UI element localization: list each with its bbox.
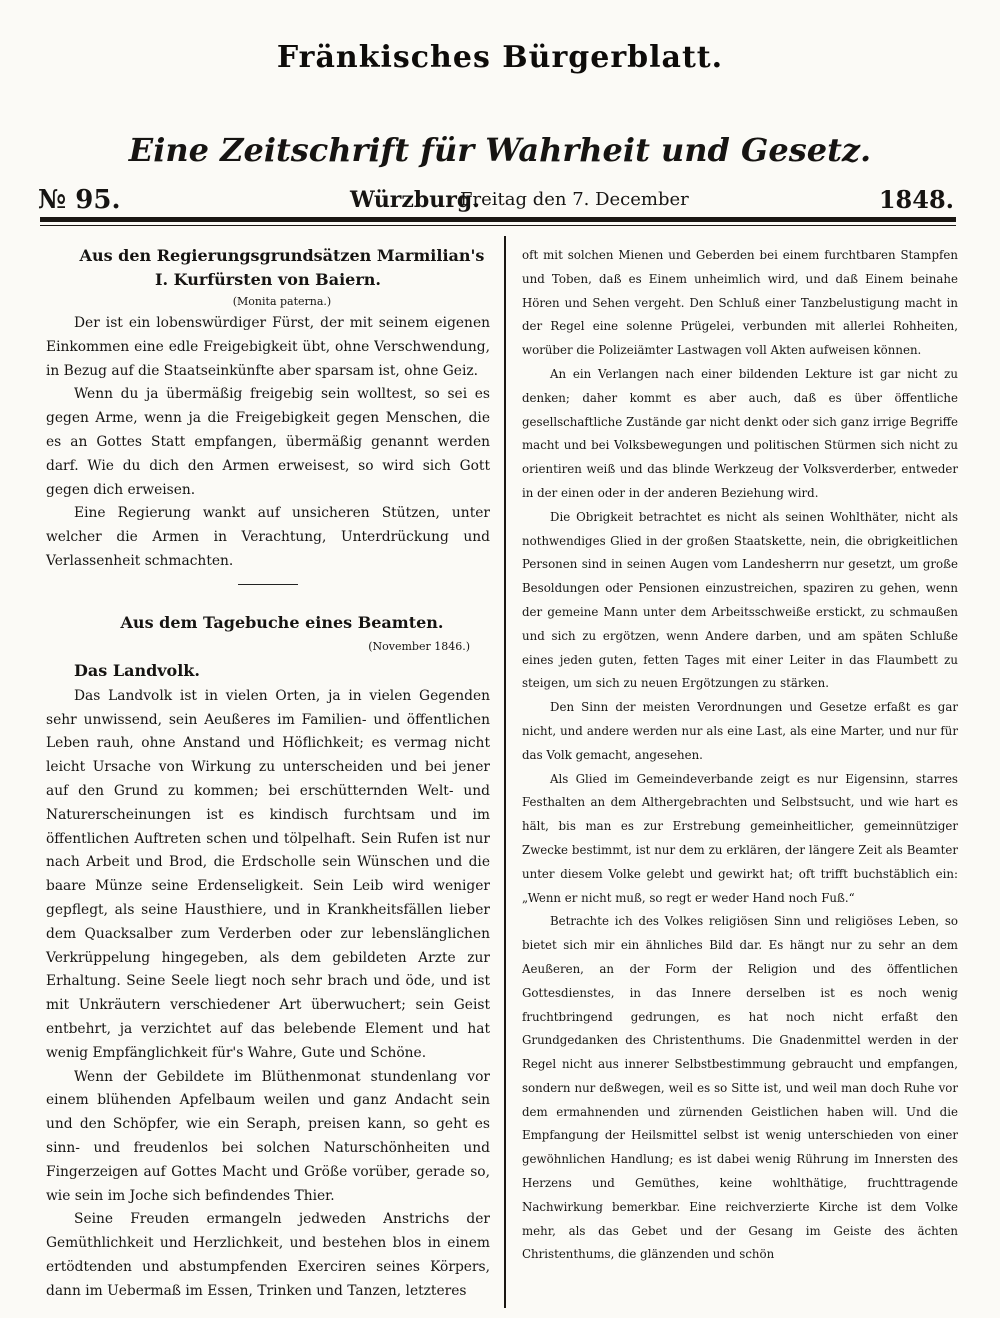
- section-subtitle: Das Landvolk.: [74, 660, 200, 680]
- paragraph: Der ist ein lobenswürdiger Fürst, der mit seinem eigenen Einkommen eine edle Freigebigkeit übt, ohne Verschwendung, in Bezug auf die Staatseinkünfte aber sparsam ist, ohne Geiz.: [46, 315, 490, 379]
- left-column: [46, 244, 490, 1303]
- issue-date: Freitag den 7. December: [460, 189, 689, 210]
- article-title: Aus den Regierungsgrundsätzen Marmilian's I. Kurfürsten von Baiern.: [79, 246, 485, 289]
- paragraph: oft mit solchen Mienen und Geberden bei einem furchtbaren Stampfen und Toben, daß es Einem unheimlich wird, und daß Einem beinahe Hören und Sehen vergeht. Den Schluß einer Tanzbelustigung macht in der Regel eine solenne Prügelei, verbunden mit allerlei Rohheiten, worüber die Polizeiämter Lastwagen voll Akten aufweisen können.: [522, 248, 958, 358]
- paragraph: Die Obrigkeit betrachtet es nicht als seinen Wohlthäter, nicht als nothwendiges Glied in der großen Staatskette, nein, die obrigkeitlichen Personen sind in seinen Augen vom Landesherrn nur gesetzt, um große Besoldungen oder Pensionen einzustreichen, spaziren zu gehen, wenn der gemeine Mann unter dem Arbeitsschweiße erstickt, zu schmaußen und sich zu ergötzen, wenn Andere darben, und am späten Schluße eines jeden guten, fetten Tages mit einer Leiter in das Flaumbett zu steigen, um sich zu neuen Ergötzungen zu stärken.: [522, 509, 958, 691]
- article-note: (November 1846.): [368, 639, 470, 653]
- paragraph: An ein Verlangen nach einer bildenden Lekture ist gar nicht zu denken; daher kommt es aber auch, daß es über öffentliche gesellschaftliche Zustände gar nicht denkt oder sich ganz irrige Begriffe macht und bei Volksbewegungen und politischen Stürmen sich nicht zu orientiren weiß und das blinde Werkzeug der Volksverderber, entweder in der einen oder in der anderen Beziehung wird.: [522, 366, 958, 500]
- paragraph: Eine Regierung wankt auf unsicheren Stützen, unter welcher die Armen in Verachtung, Unterdrückung und Verlassenheit schmachten.: [46, 505, 490, 569]
- paragraph: Den Sinn der meisten Verordnungen und Gesetze erfaßt es gar nicht, und andere werden nur als eine Last, als eine Marter, und nur für das Volk gemacht, angesehen.: [522, 700, 958, 762]
- right-column: [522, 244, 958, 1267]
- header-rule-thin: [40, 225, 956, 226]
- header-rule: [40, 217, 956, 222]
- article-separator: [238, 584, 298, 585]
- paragraph: Seine Freuden ermangeln jedweden Anstrichs der Gemüthlichkeit und Herzlichkeit, und bestehen blos in einem ertödtenden und abstumpfenden Exerciren seines Körpers, dann im Uebermaß im Essen, Trinken und Tanzen, letzteres: [46, 1211, 490, 1299]
- issue-number: № 95.: [38, 185, 121, 215]
- masthead-title: Fränkisches Bürgerblatt.: [276, 40, 724, 75]
- column-divider: [504, 236, 506, 1308]
- paragraph: Wenn du ja übermäßig freigebig sein wolltest, so sei es gegen Arme, wenn ja die Freigebigkeit gegen Menschen, die es an Gottes Statt empfangen, übermäßig genannt werden darf. Wie du dich den Armen erweisest, so wird sich Gott gegen dich erweisen.: [46, 386, 490, 498]
- paragraph: Wenn der Gebildete im Blüthenmonat stundenlang vor einem blühenden Apfelbaum weilen und ganz Andacht sein und den Schöpfer, wie ein Seraph, preisen kann, so geht es sinn- und freudenlos bei solchen Naturschönheiten und Fingerzeigen auf Gottes Macht und Größe vorüber, gerade so, wie sein im Joche sich befindendes Thier.: [46, 1068, 490, 1204]
- paragraph: Betrachte ich des Volkes religiösen Sinn und religiöses Leben, so bietet sich mir ein ähnliches Bild dar. Es hängt nur zu sehr an dem Aeußeren, an der Form der Religion und des öffentlichen Gottesdienstes, in das Innere derselben ist es noch wenig fruchtbringend gedrungen, es hat noch nicht erfaßt den Grundgedanken des Christenthums. Die Gnadenmittel werden in der Regel nicht aus innerer Selbstbestimmung gebraucht und empfangen, sondern nur deßwegen, weil es so Sitte ist, und weil man doch Ruhe vor dem ermahnenden und zürnenden Geistlichen haben will. Und die Empfangung der Heilsmittel selbst ist wenig unterschieden von einer gewöhnlichen Handlung; es ist dabei wenig Rührung im Innersten des Herzens und Gemüthes, keine wohlthätige, fruchttragende Nachwirkung bemerkbar. Eine reichverzierte Kirche ist dem Volke mehr, als das Gebet und der Gesang im Geiste des ächten Christenthums, die glänzenden und schön: [522, 914, 958, 1262]
- issue-city: Würzburg.: [350, 187, 480, 213]
- issue-year: 1848.: [878, 185, 954, 214]
- masthead-subtitle: Eine Zeitschrift für Wahrheit und Gesetz.: [128, 131, 872, 169]
- paragraph: Das Landvolk ist in vielen Orten, ja in vielen Gegenden sehr unwissend, sein Aeußeres im Familien- und öffentlichen Leben rauh, ohne Anstand und Höflichkeit; es vermag nicht leicht Ursache von Wirkung zu unterscheiden und bei jener auf den Grund zu kommen; bei erschütternden Welt- und Naturerscheinungen ist es kindisch furchtsam und im öffentlichen Auftreten schen und tölpelhaft. Sein Rufen ist nur nach Arbeit und Brod, die Erdscholle sein Wünschen und die baare Münze seine Erdenseligkeit. Sein Leib wird weniger gepflegt, als seine Hausthiere, und in Krankheitsfällen lieber dem Quacksalber zum Verderben oder zur lebenslänglichen Verkrüppelung hingegeben, als dem gebildeten Arzte zur Erhaltung. Seine Seele liegt noch sehr brach und öde, und ist mit Unkräutern verschiedener Art überwuchert; sein Geist entbehrt, ja verzichtet auf das belebende Element und hat wenig Empfänglichkeit für's Wahre, Gute und Schöne.: [46, 687, 490, 1061]
- article-title: Aus dem Tagebuche eines Beamten.: [120, 612, 444, 632]
- paragraph: Als Glied im Gemeindeverbande zeigt es nur Eigensinn, starres Festhalten an dem Althergebrachten und Selbstsucht, und wie hart es hält, bis man es zur Erstrebung gemeinheitlicher, gemeinnütziger Zwecke bestimmt, ist nur dem zu erklären, der längere Zeit als Beamter unter diesem Volke gelebt und gewirkt hat; oft trifft buchstäblich ein: „Wenn er nicht muß, so regt er weder Hand noch Fuß.“: [522, 771, 958, 905]
- article-note: (Monita paterna.): [232, 295, 332, 308]
- issue-line: [38, 184, 954, 216]
